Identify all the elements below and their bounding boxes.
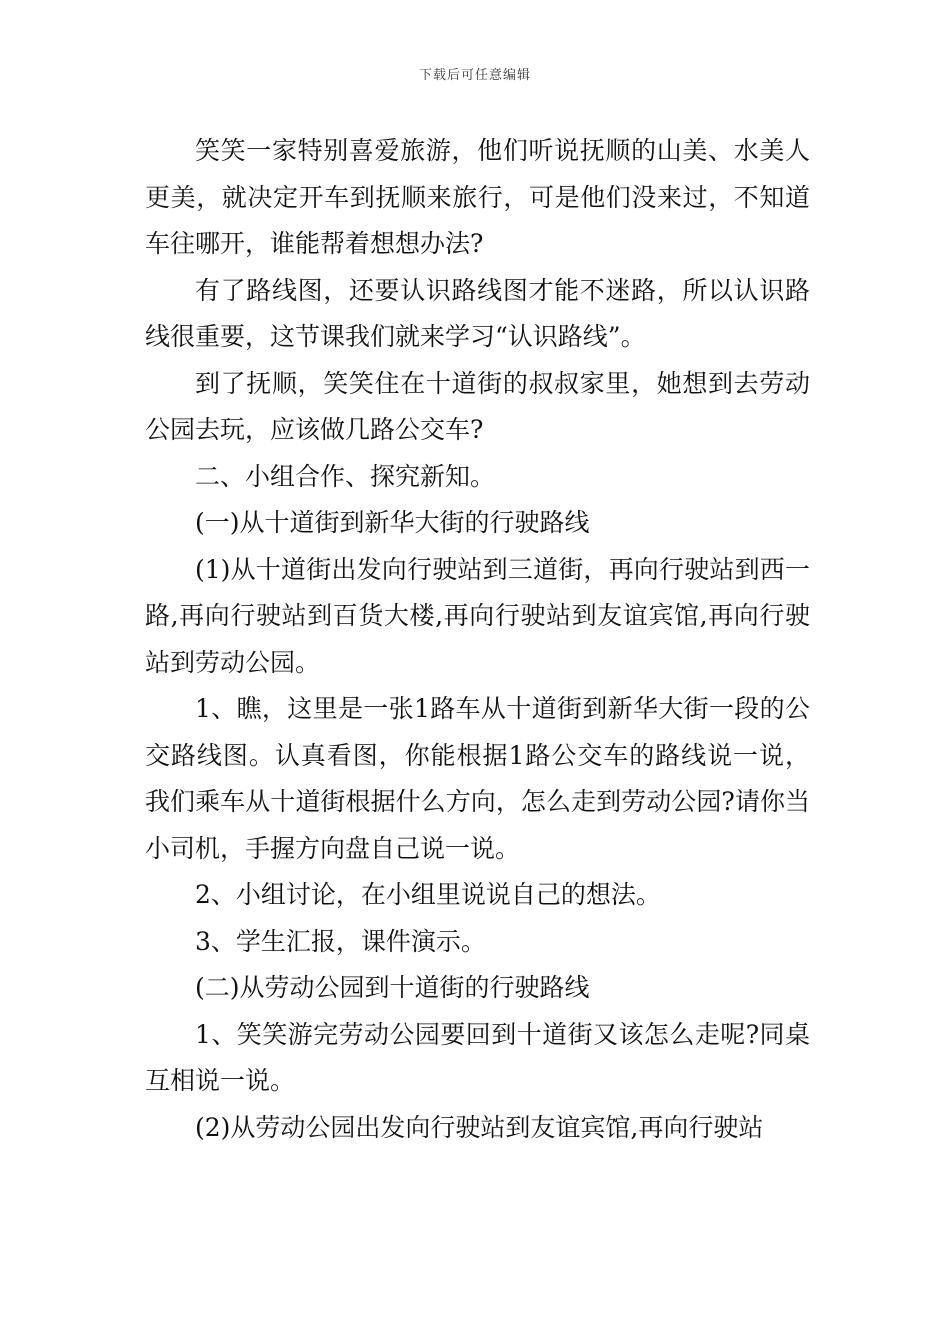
paragraph-route-1: (1)从十道街出发向行驶站到三道街，再向行驶站到西一路,再向行驶站到百货大楼,再向行驶站到友谊宾馆,再向行驶站到劳动公园。 xyxy=(145,554,810,677)
paragraph-step-2: 2、小组讨论，在小组里说说自己的想法。 xyxy=(195,880,661,909)
paragraph-step-3: 3、学生汇报，课件演示。 xyxy=(195,926,486,956)
paragraph-step-1: 1、瞧，这里是一张1路车从十道街到新华大街一段的公交路线图。认真看图，你能根据1路公交车的路线说一说，我们乘车从十道街根据什么方向，怎么走到劳动公园?请你当小司机，手握方向盘自己说一说。 xyxy=(145,694,810,863)
document-body xyxy=(145,128,810,1151)
page-header: 下载后可任意编辑 xyxy=(418,68,531,83)
subsection-heading-2: (二)从劳动公园到十道街的行驶路线 xyxy=(195,973,590,1002)
paragraph-bus-question: 到了抚顺，笑笑住在十道街的叔叔家里，她想到去劳动公园去玩，应该做几路公交车? xyxy=(145,368,810,444)
paragraph-route-2: (2)从劳动公园出发向行驶站到友谊宾馆,再向行驶站 xyxy=(195,1112,764,1142)
paragraph-intro: 笑笑一家特别喜爱旅游，他们听说抚顺的山美、水美人更美，就决定开车到抚顺来旅行，可是他们没来过，不知道车往哪开，谁能帮着想想办法? xyxy=(145,136,810,258)
subsection-heading-1: (一)从十道街到新华大街的行驶路线 xyxy=(195,508,590,537)
paragraph-return-step-1: 1、笑笑游完劳动公园要回到十道街又该怎么走呢?同桌互相说一说。 xyxy=(145,1019,810,1095)
section-heading-group-work: 二、小组合作、探究新知。 xyxy=(195,461,496,491)
paragraph-route-map: 有了路线图，还要认识路线图才能不迷路，所以认识路线很重要，这节课我们就来学习“认识路线”。 xyxy=(145,275,810,351)
